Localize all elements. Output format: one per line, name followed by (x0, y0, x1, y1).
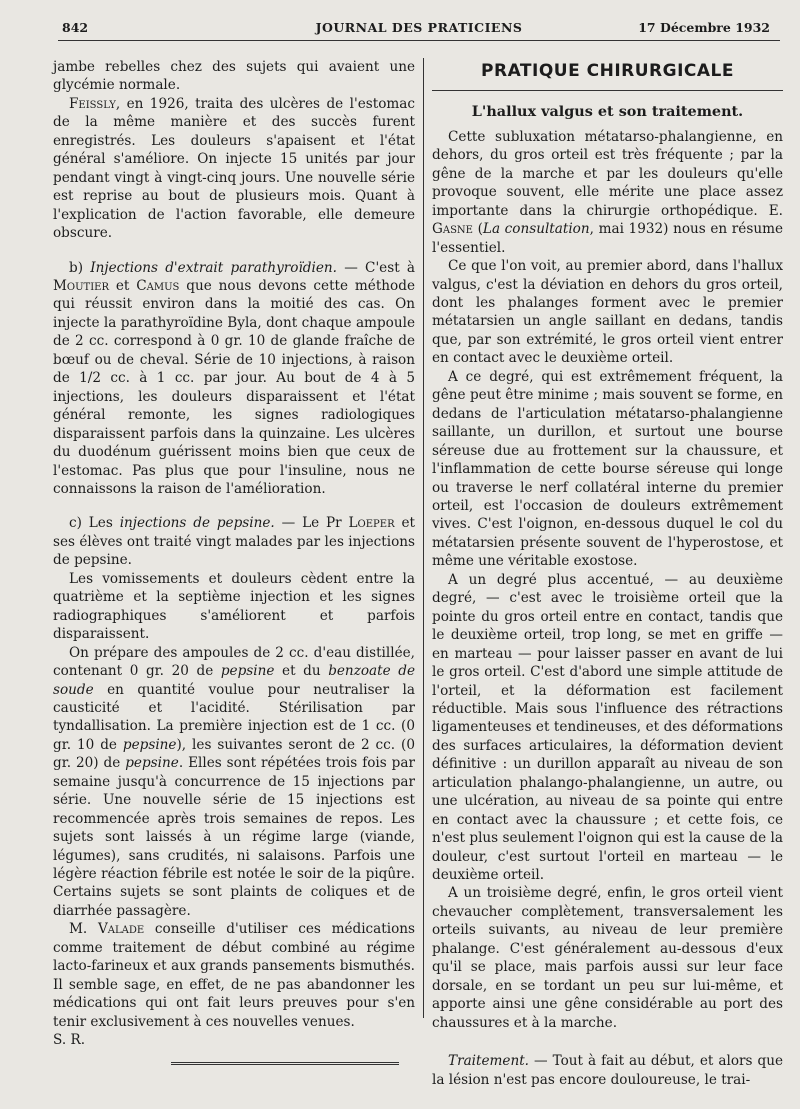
paragraph: A ce degré, qui est extrêmement fréquent, la gêne peut être minime ; mais souvent se forme, en dedans de l'articulation métatarso-phalangienne saillante, un durillon, et surtout une bourse séreuse due au frottement sur la chaussure, et l'inflammation de cette bourse séreuse qui longe ou traverse le nerf collatéral interne du premier orteil, est l'occasion de douleurs extrêmement vives. C'est l'oignon, en-dessous duquel le col du métatarsien présente souvent de l'hyperostose, et même une véritable exostose. (432, 368, 783, 570)
column-divider (423, 58, 424, 1018)
author-name: M. Valade (69, 921, 145, 938)
journal-title: JOURNAL DES PRATICIENS (315, 20, 523, 35)
end-rule (171, 1062, 399, 1067)
paragraph: Cette subluxation métatarso-phalangienne, en dehors, du gros orteil est très fréquente ; par la gêne de la marche et par les douleurs qu'elle provoque souvent, elle mérite une place assez importante dans la chirurgie orthopédique. E. Gasne (La consultation, mai 1932) nous en résume l'essentiel. (432, 128, 784, 256)
author-name: Camus (136, 277, 180, 294)
left-column (53, 58, 415, 1067)
issue-date: 17 Décembre 1932 (638, 20, 770, 35)
page-number: 842 (62, 20, 89, 35)
heading-rule (432, 90, 783, 91)
subsection-title: Traitement. (448, 1053, 529, 1070)
author-name: Gasne (432, 221, 473, 238)
page-header (58, 14, 780, 41)
author-name: Loeper (348, 515, 395, 532)
paragraph: Feissly, en 1926, traita des ulcères de l'estomac de la même manière et des succès furent enregistrés. Les douleurs s'apaisent et l'état général s'améliore. On injecte 15 unités par jour pendant vingt à vingt-cinq jours. Une nouvelle série est reprise au bout de plusieurs mois. Quant à l'explication de l'action favorable, elle demeure obscure. (53, 95, 415, 242)
subsection-title: injections de pepsine. (119, 515, 275, 532)
paragraph: b) Injections d'extrait parathyroïdien. — C'est à Moutier et Camus que nous devons cette méthode qui réussit environ dans la moitié des cas. On injecte la parathyroïdine Byla, dont chaque ampoule de 2 cc. correspond à 0 gr. 10 de glande fraîche de bœuf ou de cheval. Série de 10 injections, à raison de 1/2 cc. à 1 cc. par jour. Au bout de 4 à 5 injections, les douleurs disparaissent et l'état général remonte, les signes radiologiques disparaissent parfois dans la quinzaine. Les ulcères du duodénum guérissent moins bien que ceux de l'estomac. Pas plus que pour l'insuline, nous ne connaissons la raison de l'amélioration. (53, 259, 416, 497)
paragraph: Ce que l'on voit, au premier abord, dans l'hallux valgus, c'est la déviation en dehors du gros orteil, dont les phalanges forment avec le premier métatarsien un angle saillant en dedans, tandis que, par son extrémité, le gros orteil vient entrer en contact avec le deuxième orteil. (432, 258, 783, 367)
section-heading: PRATIQUE CHIRURGICALE (481, 61, 734, 81)
paragraph: A un degré plus accentué, — au deuxième degré, — c'est avec le troisième orteil que la pointe du gros orteil entre en contact, tandis que le deuxième orteil, trop long, se met en griffe — en marteau — pour laisser passer en avant de lui le gros orteil. C'est d'abord une simple attitude de l'orteil, et la déformation est facilement réductible. Mais sous l'influence des rétractions ligamenteuses et tendineuses, et des déformations des surfaces articulaires, la déformation devient définitive : un durillon apparaît au niveau de son articulation phalango-phalangienne, un autre, ou une ulcération, au niveau de sa pointe qui entre en contact avec la chaussure ; et cette fois, ce n'est plus seulement l'oignon qui est la cause de la douleur, c'est surtout l'orteil en marteau — le deuxième orteil. (432, 571, 783, 884)
author-name: Moutier (53, 277, 109, 294)
signature: S. R. (53, 1032, 86, 1049)
paragraph: Traitement. — Tout à fait au début, et alors que la lésion n'est pas encore douloureuse, le trai- (432, 1053, 783, 1088)
paragraph: jambe rebelles chez des sujets qui avaient une glycémie normale. (53, 59, 415, 94)
paragraph: A un troisième degré, enfin, le gros orteil vient chevaucher complètement, transversalement les orteils suivants, au niveau de leur première phalange. C'est généralement au-dessous d'eux qu'il se place, mais parfois aussi sur leur face dorsale, en se tordant un peu sur lui-même, et apporte ainsi une gêne considérable au port des chaussures et à la marche. (432, 885, 783, 1031)
paragraph: c) Les injections de pepsine. — Le Pr Loeper et ses élèves ont traité vingt malades par les injections de pepsine. (53, 515, 415, 569)
author-name: Feissly (69, 95, 116, 112)
paragraph: On prépare des ampoules de 2 cc. d'eau distillée, contenant 0 gr. 20 de pepsine et du benzoate de soude en quantité voulue pour neutraliser la causticité et l'acidité. Stérilisation par tyndallisation. La première injection est de 1 cc. (0 gr. 10 de pepsine), les suivantes seront de 2 cc. (0 gr. 20) de pepsine. Elles sont répétées trois fois par semaine jusqu'à concurrence de 15 injections par série. Une nouvelle série de 15 injections est recommencée après trois semaines de repos. Les sujets sont laissés à un régime large (viande, légumes), sans crudités, ni salaisons. Parfois une légère réaction fébrile est notée le soir de la piqûre. Certains sujets se sont plaints de coliques et de diarrhée passagère. (53, 644, 415, 919)
article-title: L'hallux valgus et son traitement. (471, 103, 744, 121)
paragraph: M. Valade conseille d'utiliser ces médications comme traitement de début combiné au régime lacto-farineux et aux grands pansements bismuthés. Il semble sage, en effet, de ne pas abandonner les médications qui ont fait leurs preuves pour s'en tenir exclusivement à ces nouvelles venues. (53, 921, 416, 1030)
right-column (432, 58, 783, 1089)
subsection-title: Injections d'extrait parathyroïdien. (90, 259, 337, 276)
paragraph: Les vomissements et douleurs cèdent entre la quatrième et la septième injection et les signes radiographiques s'améliorent et parfois disparaissent. (53, 570, 415, 643)
